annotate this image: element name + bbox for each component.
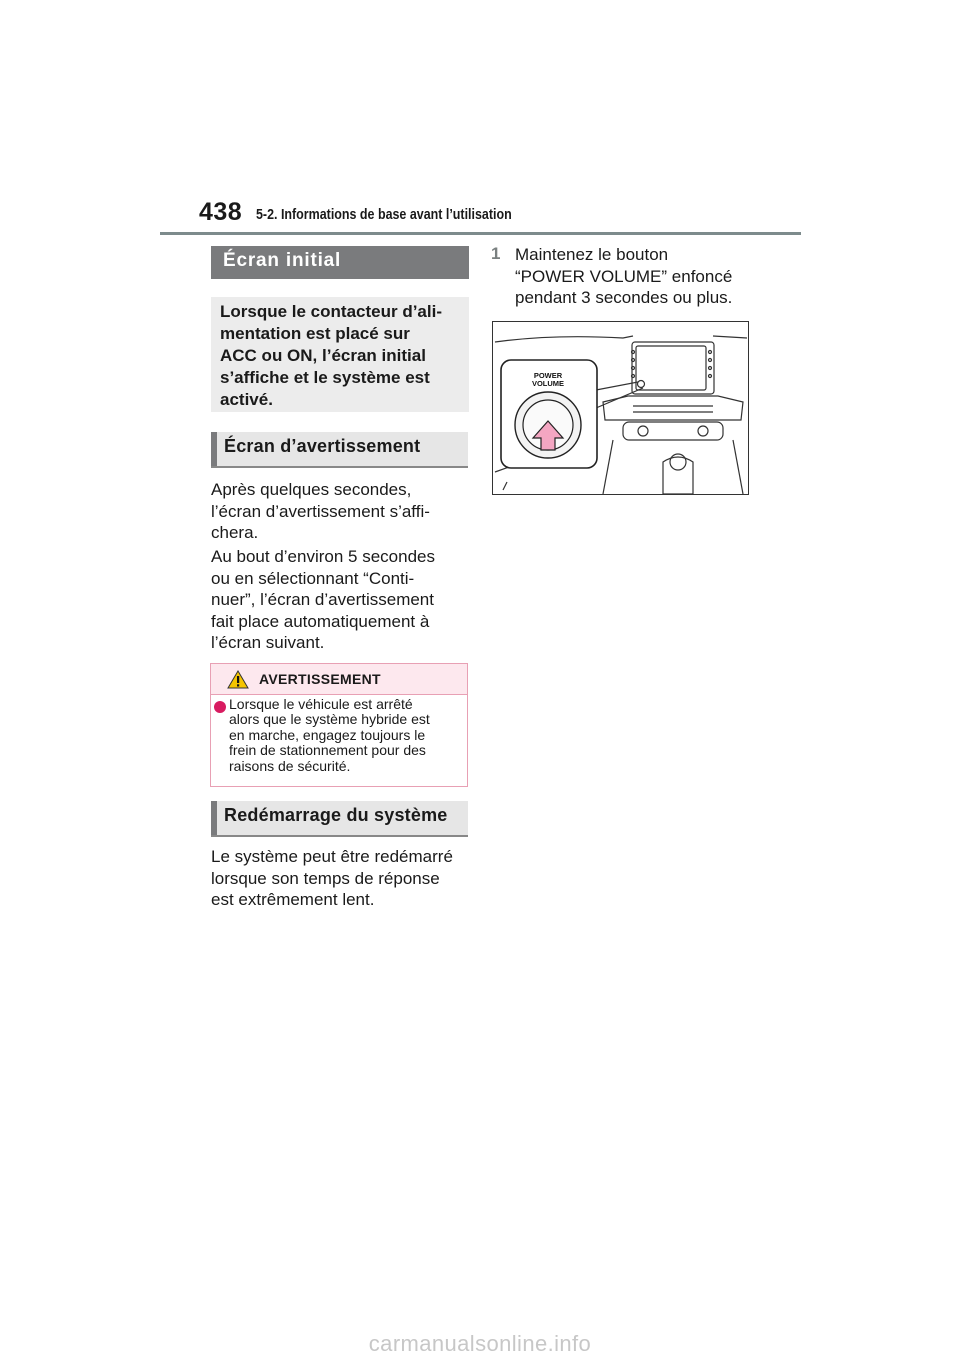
warning-screen-paragraph-2: Au bout d’environ 5 secondes ou en sélectionnant “Conti- nuer”, l’écran d’avertissement fait place automatiquement à l’écran suivant. bbox=[211, 547, 435, 652]
footer-brand: carmanualsonline.info bbox=[368, 1331, 592, 1356]
warning-box-heading: AVERTISSEMENT bbox=[259, 671, 381, 687]
warning-screen-title-text: Écran d’avertissement bbox=[224, 436, 421, 456]
restart-title-text: Redémarrage du système bbox=[224, 805, 448, 825]
warning-screen-title bbox=[211, 432, 468, 468]
dashboard-drawing bbox=[493, 322, 748, 494]
initial-screen-title bbox=[211, 246, 469, 279]
restart-title bbox=[211, 801, 468, 837]
illustration-label-volume: VOLUME bbox=[531, 379, 565, 388]
warning-box bbox=[210, 663, 468, 787]
section-header: 5-2. Informations de base avant l’utilisation bbox=[256, 207, 512, 223]
initial-screen-info-text: Lorsque le contacteur d’ali- mentation est placé sur ACC ou ON, l’écran initial s’affiche et le système est activé. bbox=[220, 302, 442, 409]
restart-paragraph: Le système peut être redémarré lorsque son temps de réponse est extrêmement lent. bbox=[211, 847, 453, 909]
initial-screen-title-text: Écran initial bbox=[223, 250, 342, 271]
dashboard-illustration bbox=[492, 321, 749, 495]
warning-box-header bbox=[211, 664, 467, 695]
page-number: 438 bbox=[199, 198, 243, 226]
warning-screen-paragraph-1: Après quelques secondes, l’écran d’avertissement s’affi- chera. bbox=[211, 480, 430, 542]
bullet-icon bbox=[214, 701, 226, 713]
step-number: 1 bbox=[491, 244, 501, 263]
initial-screen-info-box bbox=[211, 297, 469, 412]
illustration-label-power: POWER bbox=[533, 371, 563, 380]
warning-triangle-icon bbox=[227, 670, 249, 689]
warning-box-text: Lorsque le véhicule est arrêté alors que le système hybride est en marche, engagez toujours le frein de stationnement pour des raisons de sécurité. bbox=[229, 696, 430, 774]
step-text: Maintenez le bouton “POWER VOLUME” enfoncé pendant 3 secondes ou plus. bbox=[515, 245, 733, 307]
header-rule bbox=[160, 232, 801, 235]
